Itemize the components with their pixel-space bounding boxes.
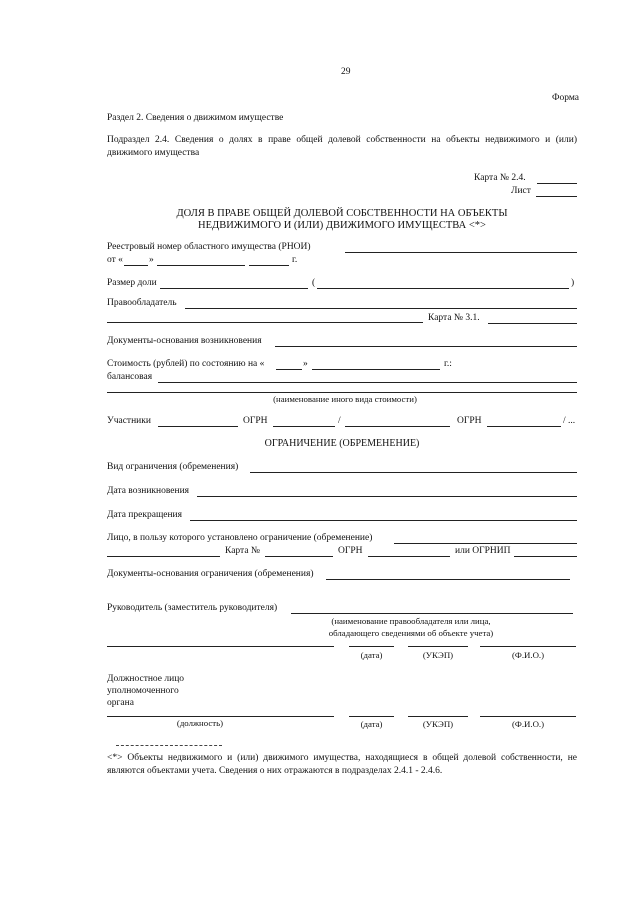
beneficiary-card-field[interactable] [265,546,333,557]
form-title-line1: ДОЛЯ В ПРАВЕ ОБЩЕЙ ДОЛЕВОЙ СОБСТВЕННОСТИ НА ОБЪЕКТЫ [176,208,508,219]
restriction-date-end-field[interactable] [190,510,577,521]
paren-close: ) [571,278,575,288]
date-day-field[interactable] [124,255,148,266]
card-31-label: Карта № 3.1. [428,313,480,323]
participant-1-ogrn-label: ОГРН [243,416,268,426]
page-number: 29 [341,67,351,77]
beneficiary-label: Лицо, в пользу которого установлено ограничение (обременение) [107,533,373,543]
slash-ellipsis: / ... [563,416,576,426]
restriction-docs-label: Документы-основания ограничения (обременения) [107,569,314,579]
official-label-line1: Должностное лицо [107,674,185,684]
head-date-line[interactable] [349,646,394,647]
restriction-docs-field[interactable] [326,569,570,580]
form-title-line2: НЕДВИЖИМОГО И (ИЛИ) ДВИЖИМОГО ИМУЩЕСТВА <*> [198,220,486,231]
beneficiary-card-label: Карта № [225,546,260,556]
participant-2-field[interactable] [345,416,450,427]
sheet-label: Лист [511,186,531,196]
official-position-line[interactable] [107,716,334,717]
beneficiary-ogrn-label: ОГРН [338,546,363,556]
share-size-field[interactable] [160,278,308,289]
beneficiary-ogrnip-label: или ОГРНИП [455,546,511,556]
head-ukep-line[interactable] [408,646,468,647]
official-date-caption: (дата) [360,719,383,729]
paren-open: ( [312,278,316,288]
footnote-separator [116,745,222,746]
cost-date-field[interactable] [312,359,440,370]
official-position-caption: (должность) [176,718,224,728]
official-ukep-caption: (УКЭП) [422,719,454,729]
rnoi-field[interactable] [345,242,577,253]
cost-year-suffix: г.: [444,359,452,369]
restriction-date-start-label: Дата возникновения [107,486,190,496]
quote-close: » [149,255,154,265]
right-holder-field[interactable] [185,298,577,309]
official-label-line2: уполномоченного [107,686,179,696]
balance-field[interactable] [158,372,577,383]
share-size-words-field[interactable] [317,278,569,289]
head-signature-line[interactable] [107,646,334,647]
official-fio-line[interactable] [480,716,576,717]
footnote: <*> Объекты недвижимого и (или) движимого имущества, находящиеся в общей долевой собственности, не являются объектами учета. Сведения о них отражаются в подразделах 2.4.1 - 2.4.6. [107,753,577,776]
section-title: Раздел 2. Сведения о движимом имуществе [107,113,284,123]
card-number-label: Карта № 2.4. [474,173,526,183]
share-size-label: Размер доли [107,278,157,288]
right-holder-label: Правообладатель [107,298,177,308]
balance-label: балансовая [107,372,153,382]
rnoi-label: Реестровый номер областного имущества (РНОИ) [107,242,311,252]
official-ukep-line[interactable] [408,716,468,717]
basis-docs-field[interactable] [275,336,577,347]
beneficiary-ogrn-field[interactable] [368,546,450,557]
cost-date-day-field[interactable] [276,359,302,370]
cost-quote-close: » [303,359,308,369]
restriction-date-start-field[interactable] [197,486,577,497]
head-caption-line2: обладающего сведениями об объекте учета) [328,628,494,638]
participant-1-field[interactable] [158,416,238,427]
restriction-type-label: Вид ограничения (обременения) [107,462,239,472]
head-fio-line[interactable] [480,646,576,647]
restriction-heading: ОГРАНИЧЕНИЕ (ОБРЕМЕНЕНИЕ) [264,438,420,449]
sheet-field[interactable] [536,186,577,197]
restriction-type-field[interactable] [250,462,577,473]
head-fio-caption: (Ф.И.О.) [511,650,545,660]
cost-label: Стоимость (рублей) по состоянию на « [107,359,265,369]
restriction-date-end-label: Дата прекращения [107,510,183,520]
participant-2-ogrn-field[interactable] [487,416,561,427]
head-label: Руководитель (заместитель руководителя) [107,603,278,613]
head-caption-line1: (наименование правообладателя или лица, [331,616,491,626]
date-from-label: от « [107,255,123,265]
head-date-caption: (дата) [360,650,383,660]
year-suffix: г. [292,255,298,265]
other-cost-caption: (наименование иного вида стоимости) [273,394,417,404]
beneficiary-ogrnip-field[interactable] [514,546,577,557]
beneficiary-line2-field[interactable] [107,546,220,557]
official-date-line[interactable] [349,716,394,717]
subsection-title: Подраздел 2.4. Сведения о долях в праве общей долевой собственности на объекты недвижимого и (или) движимого имущества [107,135,577,158]
date-year-field[interactable] [249,255,289,266]
right-holder-line2[interactable] [107,322,423,323]
official-fio-caption: (Ф.И.О.) [511,719,545,729]
head-field[interactable] [291,603,573,614]
participant-2-ogrn-label: ОГРН [457,416,482,426]
participant-1-ogrn-field[interactable] [273,416,335,427]
form-label: Форма [552,93,580,103]
official-label-line3: органа [107,698,134,708]
basis-docs-label: Документы-основания возникновения [107,336,262,346]
participants-label: Участники [107,416,151,426]
card-number-field[interactable] [537,173,577,184]
date-month-field[interactable] [157,255,245,266]
beneficiary-field[interactable] [394,533,577,544]
other-cost-line[interactable] [107,392,577,393]
card-31-field[interactable] [488,313,577,324]
slash-1: / [338,416,341,426]
head-ukep-caption: (УКЭП) [422,650,454,660]
